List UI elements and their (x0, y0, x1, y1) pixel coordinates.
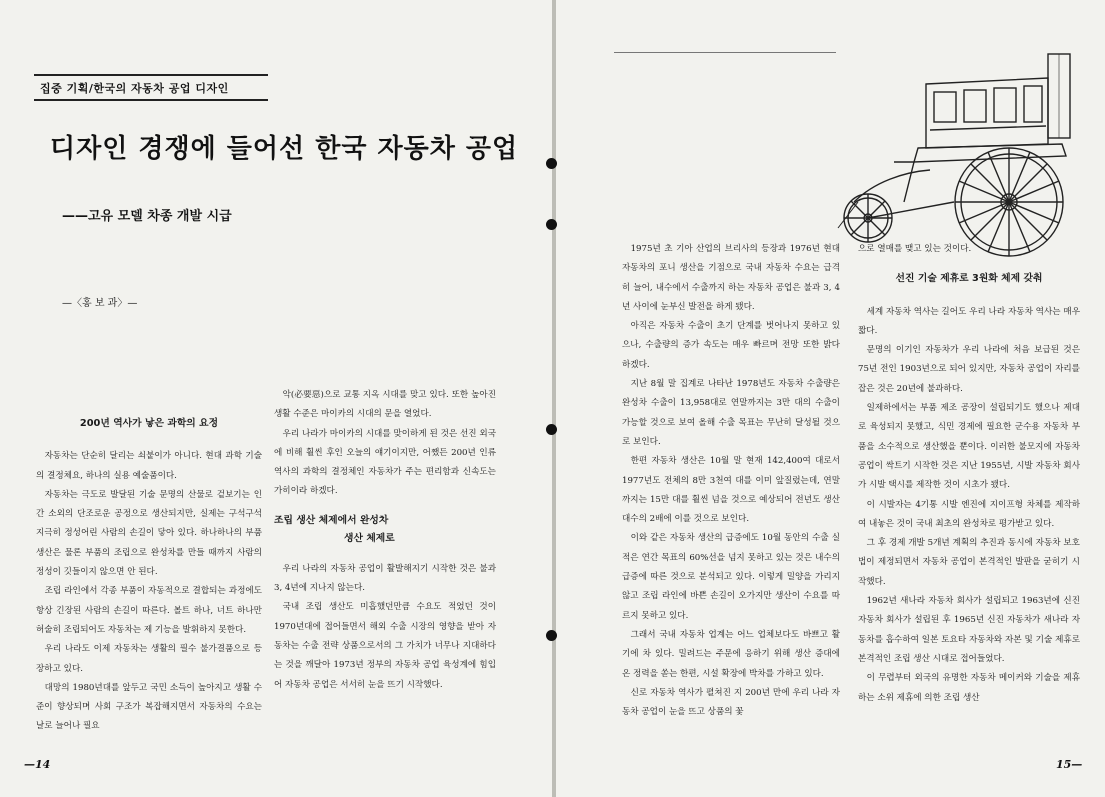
section-heading-line-2: 생산 체제로 (344, 532, 395, 544)
paragraph: 이와 같은 자동차 생산의 급증에도 10월 동안의 수출 실적은 연간 목표의 60%선을 넘지 못하고 있는 것은 내수의 급증에 따른 것으로 분석되고 있다. 이렇게 밀양을 가리지 않고 조립 라인에 바쁜 손길이 오가지만 생산이 수요를 따르지 못하고 있다. (622, 533, 840, 621)
paragraph: 이 무렵부터 외국의 유명한 자동차 메이커와 기술을 제휴하는 소위 제휴에 의한 조립 생산 (858, 673, 1080, 703)
binding-hole (546, 219, 557, 230)
paragraph: 으로 열매를 맺고 있는 것이다. (858, 244, 972, 254)
paragraph: 아직은 자동차 수출이 초기 단계를 벗어나지 못하고 있으나, 수출량의 증가 속도는 매우 빠르며 전망 또한 밝다 하겠다. (622, 321, 840, 370)
page-number-right: 15— (1056, 758, 1083, 771)
page-number-left: —14 (24, 758, 51, 771)
paragraph: 그래서 국내 자동차 업계는 어느 업체보다도 바쁘고 활기에 차 있다. 밀려드는 주문에 응하기 위해 생산 증대에 온 정력을 쏟는 한편, 시설 확장에 박차를 가하고 있다. (622, 629, 840, 679)
binding-hole (546, 158, 557, 169)
binding-hole (546, 630, 557, 641)
paragraph: 대망의 1980년대를 앞두고 국민 소득이 높아지고 생활 수준이 향상되며 사회 구조가 복잡해지면서 자동차의 수요는 날로 늘어나 필요 (36, 682, 262, 732)
paragraph: 이 시발자는 4기통 시발 엔진에 지이프형 차체를 제작하여 내놓은 것이 국내 최초의 완성차로 평가받고 있다. (858, 499, 1080, 529)
right-header-rule (614, 52, 836, 53)
binding-hole (546, 424, 557, 435)
paragraph: 한편 자동차 생산은 10월 말 현재 142,400여 대로서 1977년도 전체의 8만 3천여 대를 이미 앞질렀는데, 연말까지는 15만 대를 훨씬 넘을 것으로 예상되어 전년도 생산 대수의 2배에 이를 것으로 보인다. (622, 456, 840, 525)
section-heading: 선진 기술 제휴로 3원화 체제 갖춰 (895, 273, 1043, 285)
page-title: 디자인 경쟁에 들어선 한국 자동차 공업 (50, 134, 519, 164)
paragraph: 1962년 새나라 자동차 회사가 설립되고 1963년에 신진 자동차 회사가 설립된 후 1965년 신진 자동차가 새나라 자동차를 흡수하여 일본 토요타 자동차와 자본 및 기술 제휴로 본격적인 조립 생산 시대로 접어들었다. (858, 596, 1080, 664)
paragraph: 우리 나라가 마이카의 시대를 맞이하게 된 것은 선진 외국에 비해 훨씬 후인 오늘의 얘기이지만, 어쨌든 200년 인류 역사의 과학의 결정체인 자동차가 주는 편리함과 신속도는 가히이라 하겠다. (274, 428, 496, 497)
paragraph: 일제하에서는 부품 제조 공장이 설립되기도 했으나 제대로 육성되지 못했고, 식민 경제에 필요한 군수용 자동차 부품을 소수적으로 생산했을 뿐이다. 이러한 불모지에 자동차 공업이 싹트기 시작한 것은 지난 1955년, 시발 자동차 회사가 시발 택시를 제작한 것이 시초가 됐다. (858, 403, 1080, 491)
paragraph: 조립 라인에서 각종 부품이 자동적으로 결합되는 과정에도 항상 긴장된 사람의 손길이 따른다. 볼트 하나, 너트 하나만 허술히 조립되어도 자동차는 제 기능을 발휘하지 못한다. (36, 586, 262, 635)
paragraph: 세계 자동차 역사는 길어도 우리 나라 자동차 역사는 매우 짧다. (858, 306, 1080, 336)
article-column-3 (622, 240, 840, 756)
paragraph: 1975년 초 기아 산업의 브리사의 등장과 1976년 현대 자동차의 포니 생산을 기점으로 국내 자동차 수요는 급격히 늘어, 내수에서 수출까지 하는 자동차 공업은 불과 3, 4년 사이에 눈부신 발전을 하게 됐다. (622, 244, 840, 312)
section-heading (274, 502, 496, 560)
subtitle: ——고유 모델 차종 개발 시급 (62, 209, 232, 224)
paragraph: 악(必要惡)으로 교통 지옥 시대를 맞고 있다. 또한 높아진 생활 수준은 마이카의 시대의 문을 열었다. (274, 390, 496, 420)
header-rule-top (34, 74, 268, 76)
paragraph: 자동차는 단순히 달리는 쇠붙이가 아니다. 현대 과학 기술의 결정체요, 하나의 실용 예술품이다. (36, 451, 262, 481)
article-column-1 (36, 404, 262, 756)
section-tag: 집중 기획/한국의 자동차 공업 디자인 (40, 82, 229, 95)
paragraph: 자동차는 극도로 발달된 기술 문명의 산물로 겉보기는 인간 소외의 단조로운 공정으로 생산되지만, 실제는 구석구석 지극히 정성어린 사람의 손길이 닿아 있다. 하나하나의 부품 생산은 물론 부품의 조립으로 완성차를 만들 때까지 사람의 정성이 깃들이지 않으면 안 된다. (36, 489, 262, 578)
paragraph: 국내 조립 생산도 미흡했던만큼 수요도 적었던 것이 1970년대에 접어들면서 해외 수출 시장의 영향을 받아 자동차는 수출 전략 상품으로서의 그 가치가 너무나 지대하다는 것을 깨달아 1973년 정부의 자동차 공업 육성계에 힘입어 자동차 공업은 서서히 눈을 뜨기 시작했다. (274, 602, 496, 690)
section-heading: 200년 역사가 낳은 과학의 요정 (79, 418, 219, 429)
article-column-2 (274, 386, 496, 756)
header-rule-bottom (34, 99, 268, 101)
paragraph: 지난 8월 말 집계로 나타난 1978년도 자동차 수출량은 완성차 수출이 13,958대로 연말까지는 3만 대의 수출이 가능할 것으로 보여 올해 수출 목표는 무난히 달성될 것으로 보인다. (622, 379, 840, 447)
antique-steam-car-drawing-icon (834, 52, 1082, 264)
paragraph: 우리 나라의 자동차 공업이 활발해지기 시작한 것은 불과 3, 4년에 지나지 않는다. (274, 563, 496, 594)
paragraph: 우리 나라도 이제 자동차는 생활의 필수 불가결품으로 등장하고 있다. (36, 644, 262, 674)
article-column-4 (858, 240, 1080, 756)
paragraph: 신로 자동차 역사가 펼쳐진 지 200년 만에 우리 나라 자동차 공업이 눈을 뜨고 상품의 꽃 (622, 687, 840, 718)
paragraph: 문명의 이기인 자동차가 우리 나라에 처음 보급된 것은 75년 전인 1903년으로 되어 있지만, 자동차 공업이 자리를 잡은 것은 20년에 불과하다. (858, 345, 1080, 394)
section-heading-line-1: 조립 생산 체제에서 완성차 (274, 514, 389, 526)
byline: —〈홍 보 과〉— (62, 298, 138, 309)
paragraph: 그 후 경제 개발 5개년 계획의 추진과 동시에 자동차 보호법이 제정되면서 자동차 공업이 본격적인 발판을 굳히기 시작했다. (858, 538, 1080, 587)
